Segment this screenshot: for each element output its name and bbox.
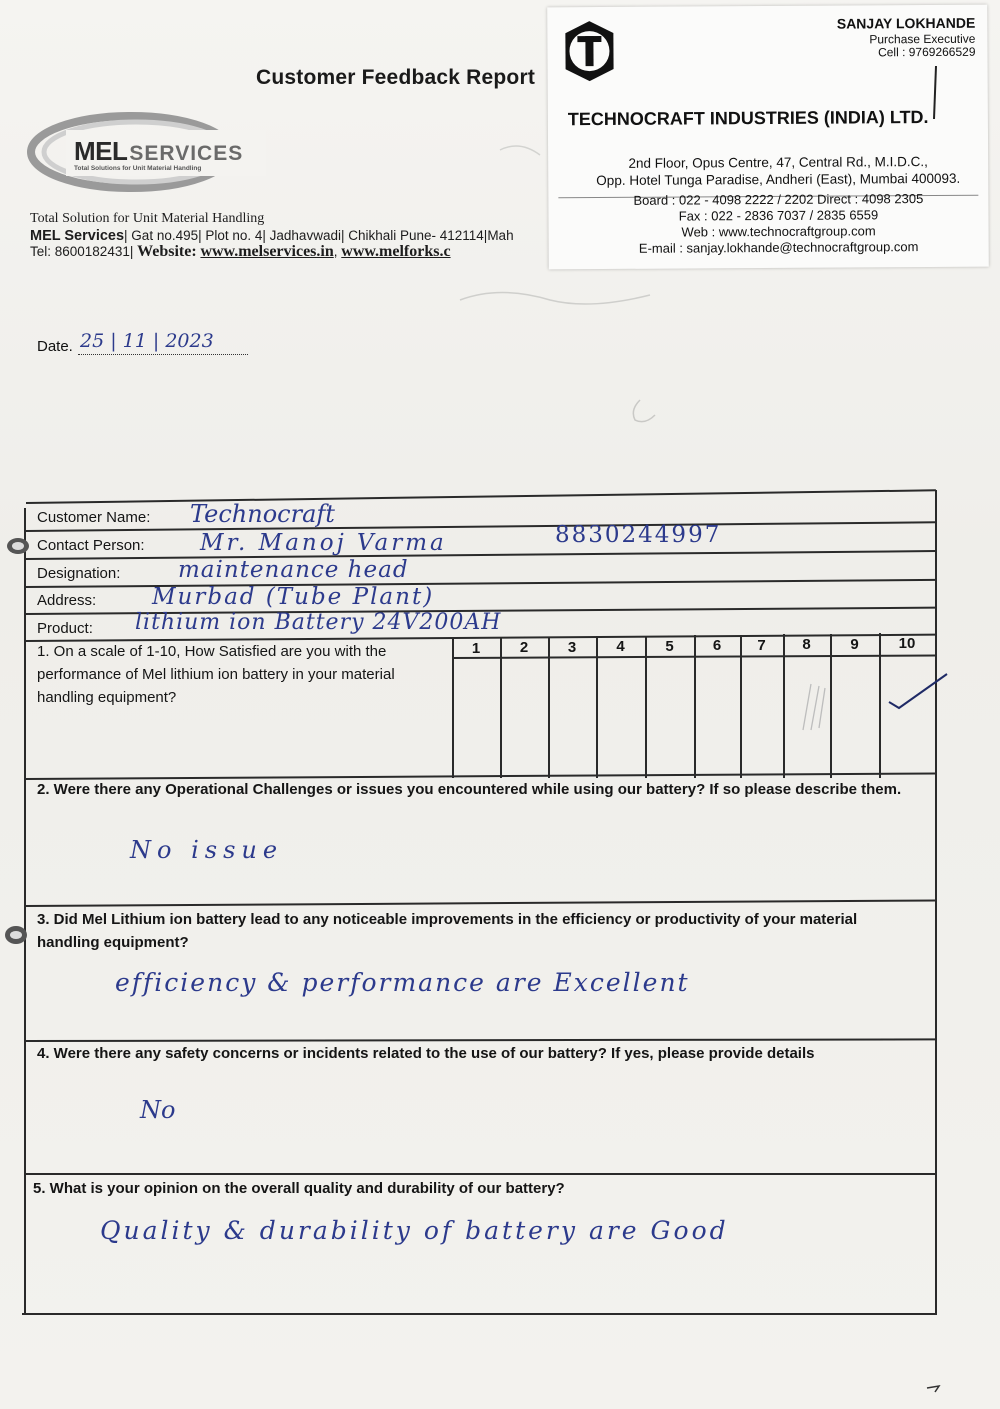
scale-col-line <box>452 638 454 778</box>
scale-col-line <box>740 635 742 778</box>
customer-name-label: Customer Name: <box>37 509 151 526</box>
designation-label: Designation: <box>37 565 121 582</box>
scale-col-line <box>596 636 598 778</box>
question-5: 5. What is your opinion on the overall quality and durability of our battery? <box>33 1180 565 1197</box>
date-label: Date. <box>37 338 73 355</box>
date-value: 25 | 11 | 2023 <box>80 330 214 352</box>
scale-1[interactable]: 1 <box>471 640 481 657</box>
answer-4[interactable]: No <box>140 1096 176 1124</box>
faint-strokes <box>795 680 835 740</box>
date-underline <box>78 354 248 355</box>
product-value[interactable]: lithium ion Battery 24V200AH <box>135 610 502 635</box>
form-line <box>24 1173 936 1175</box>
scale-9[interactable]: 9 <box>850 636 859 653</box>
website-link-1[interactable]: www.melservices.in <box>200 243 334 260</box>
business-card <box>547 5 989 270</box>
scale-col-line <box>645 636 647 778</box>
mel-logo <box>26 110 266 200</box>
answer-3[interactable]: efficiency & performance are Excellent <box>115 968 690 997</box>
staple-mark-icon <box>4 534 32 558</box>
form-left-border <box>24 508 26 1315</box>
form-bottom-border <box>22 1313 936 1315</box>
card-role: Purchase Executive Cell : 9769266529 <box>869 31 976 60</box>
check-mark-icon <box>885 668 955 728</box>
product-label: Product: <box>37 620 93 637</box>
card-address: 2nd Floor, Opus Centre, 47, Central Rd., M.I.D.C., Opp. Hotel Tunga Paradise, Andheri (East), Mumbai 400093. <box>596 154 961 189</box>
address-value[interactable]: Murbad (Tube Plant) <box>152 584 435 610</box>
scale-col-line <box>879 633 881 778</box>
designation-value[interactable]: maintenance head <box>178 557 409 583</box>
scale-5[interactable]: 5 <box>665 638 674 655</box>
info-line-1: Total Solution for Unit Material Handling <box>30 211 265 226</box>
question-2: 2. Were there any Operational Challenges or issues you encountered while using our battery? If so please describe them. <box>37 781 902 798</box>
staple-mark-icon <box>2 922 30 948</box>
report-title: Customer Feedback Report <box>256 66 536 89</box>
question-3: 3. Did Mel Lithium ion battery lead to any noticeable improvements in the efficiency or productivity of your material handling equipment? <box>37 911 858 951</box>
card-name: SANJAY LOKHANDE <box>836 14 976 32</box>
contact-person-value[interactable]: Mr. Manoj Varma <box>200 530 447 556</box>
scale-7[interactable]: 7 <box>757 637 766 654</box>
logo-text: MELSERVICES <box>74 136 244 166</box>
question-1: 1. On a scale of 1-10, How Satisfied are you with the performance of Mel lithium ion battery in your material handling equipment? <box>37 643 395 706</box>
pen-mark <box>926 64 946 124</box>
question-4: 4. Were there any safety concerns or incidents related to the use of our battery? If yes, please provide details <box>37 1045 815 1062</box>
customer-name-value[interactable]: Technocraft <box>190 500 335 528</box>
answer-5[interactable]: Quality & durability of battery are Good <box>100 1216 729 1245</box>
address-label: Address: <box>37 592 97 609</box>
scale-3[interactable]: 3 <box>567 639 577 656</box>
technocraft-logo-icon <box>561 19 617 83</box>
scale-col-line <box>694 635 696 778</box>
form-right-border <box>935 490 937 1315</box>
scale-4[interactable]: 4 <box>616 638 625 655</box>
company-info <box>30 211 514 261</box>
contact-person-label: Contact Person: <box>37 537 145 554</box>
scale-col-line <box>500 637 502 778</box>
card-company: TECHNOCRAFT INDUSTRIES (INDIA) LTD. <box>567 107 929 130</box>
scale-8[interactable]: 8 <box>802 636 811 653</box>
contact-phone-value[interactable]: 8830244997 <box>555 522 722 548</box>
scale-10[interactable]: 10 <box>898 635 916 652</box>
corner-mark <box>925 1380 945 1394</box>
info-line-3: Tel: 8600182431| Website: www.melservices.in, www.melforks.c <box>30 243 451 260</box>
scale-col-line <box>548 637 550 778</box>
scale-6[interactable]: 6 <box>712 637 722 654</box>
card-contacts: Board : 022 - 4098 2222 / 2202 Direct : 4098 2305 Fax : 022 - 2836 7037 / 2835 6559 Web : www.technocraftgroup.com E-mail : sanjay.lokhande@technocraftgroup.com <box>633 191 924 256</box>
scale-2[interactable]: 2 <box>519 639 529 656</box>
logo-tagline: Total Solutions for Unit Material Handling <box>74 165 202 172</box>
answer-2[interactable]: No issue <box>130 836 284 864</box>
info-line-2: MEL Services| Gat no.495| Plot no. 4| Jadhavwadi| Chikhali Pune- 412114|Mah <box>30 227 514 244</box>
website-link-2[interactable]: www.melforks.c <box>341 243 451 260</box>
scale-col-line <box>783 634 785 778</box>
